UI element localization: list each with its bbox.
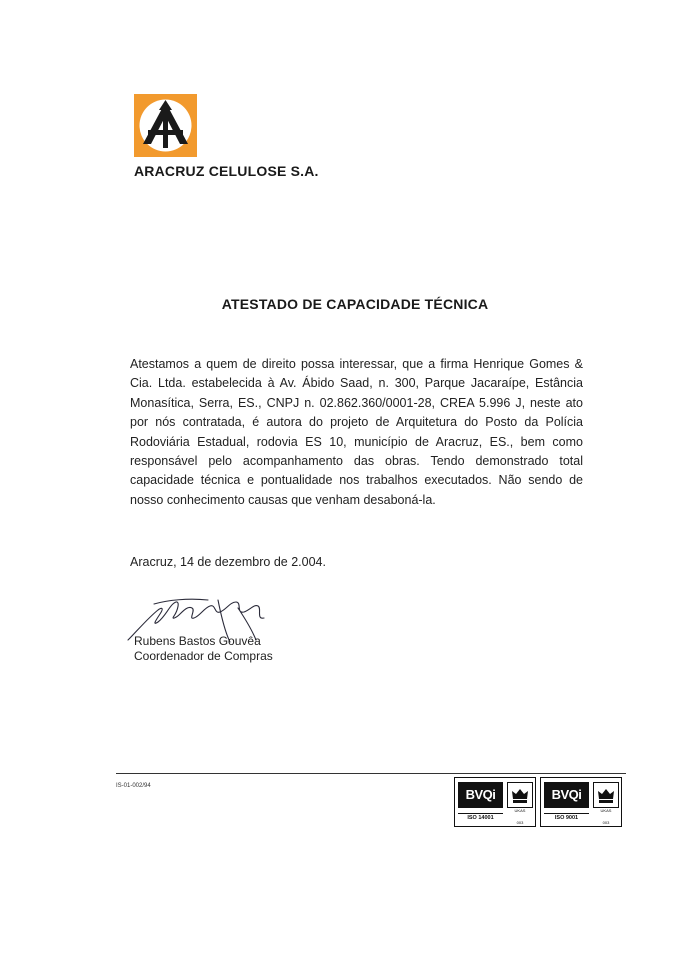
accreditation-number: 003 xyxy=(602,820,610,825)
company-name: ARACRUZ CELULOSE S.A. xyxy=(134,163,319,179)
document-title: ATESTADO DE CAPACIDADE TÉCNICA xyxy=(221,296,489,312)
bvqi-mark: BVQi xyxy=(458,782,503,808)
arrow-a-logo-icon xyxy=(134,94,197,157)
company-logo xyxy=(134,94,197,157)
document-body: Atestamos a quem de direito possa interessar, que a firma Henrique Gomes & Cia. Ltda. estabelecida à Av. Ábido Saad, n. 300, Parque Jacaraípe, Estância Monasítica, Serra, ES., CNPJ n. 02.862.360/0001-28, CREA 5.996 J, neste ato por nós contratada, é autora do projeto de Arquitetura do Posto da Polícia Rodoviária Estadual, rodovia ES 10, município de Aracruz, ES., bem como responsável pelo acompanhamento das obras. Tendo demonstrado total capacidade técnica e pontualidade nos trabalhos executados. Não sendo de nosso conhecimento causas que venham desaboná-la. xyxy=(130,357,583,507)
ukas-crown-icon xyxy=(593,782,619,808)
document-code: IS-01-002/94 xyxy=(116,783,151,789)
ukas-label: UKAS xyxy=(514,808,526,813)
bvqi-mark: BVQi xyxy=(544,782,589,808)
signer-role: Coordenador de Compras xyxy=(134,649,273,663)
signer-name: Rubens Bastos Gouvêa xyxy=(134,634,261,648)
certification-badge-iso9001 xyxy=(540,777,622,827)
iso-standard: ISO 9001 xyxy=(544,813,589,821)
iso-standard: ISO 14001 xyxy=(458,813,503,821)
ukas-crown-icon xyxy=(507,782,533,808)
footer-divider xyxy=(116,773,626,774)
certification-badge-iso14001 xyxy=(454,777,536,827)
date-line: Aracruz, 14 de dezembro de 2.004. xyxy=(130,555,326,569)
accreditation-number: 003 xyxy=(516,820,524,825)
ukas-label: UKAS xyxy=(600,808,612,813)
